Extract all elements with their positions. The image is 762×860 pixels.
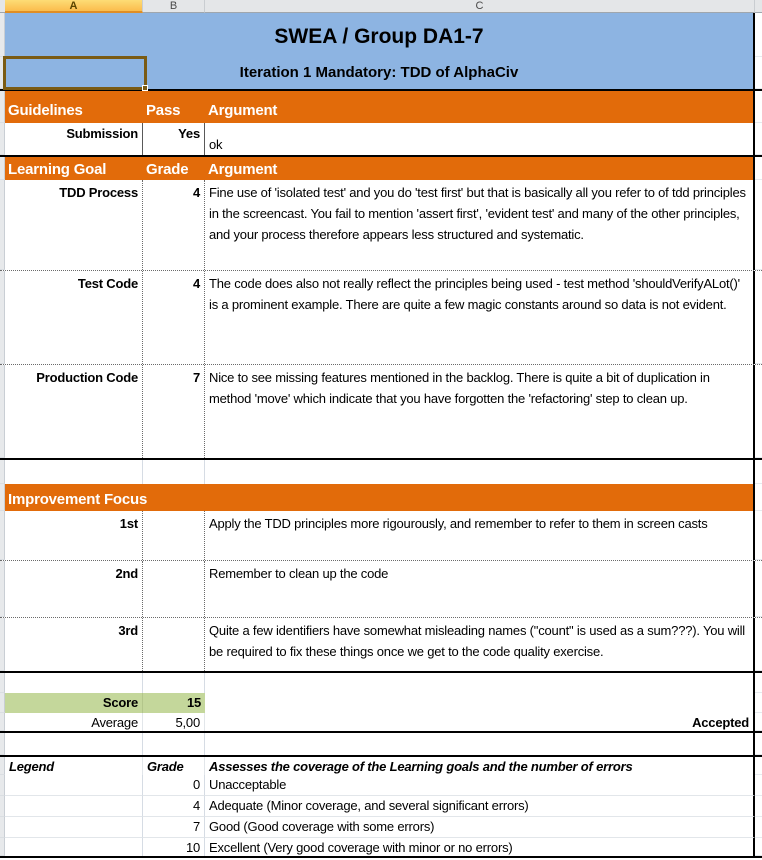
cell-submission-label[interactable]: Submission — [5, 123, 143, 155]
cell-tdd-process-label[interactable]: TDD Process — [5, 180, 143, 270]
status-accepted[interactable]: Accepted — [205, 713, 755, 731]
cell-1st-grade[interactable] — [143, 511, 205, 560]
legend-description-header[interactable]: Assesses the coverage of the Learning goals and the number of errors — [205, 757, 755, 775]
score-value[interactable]: 15 — [143, 693, 205, 713]
table-row-improvement-2nd — [0, 561, 762, 618]
cell-production-code-argument[interactable]: Nice to see missing features mentioned in the backlog. There is quite a bit of duplication in method 'move' which indicate that you have forgotten the 'refactoring' step to clean up. — [205, 365, 755, 458]
guidelines-header[interactable]: Guidelines — [5, 91, 143, 123]
guidelines-argument-header[interactable]: Argument — [205, 91, 755, 123]
legend-grade-10[interactable]: 10 — [143, 838, 205, 856]
average-value[interactable]: 5,00 — [143, 713, 205, 731]
table-row-improvement-1st — [0, 511, 762, 561]
legend-header-row — [0, 755, 762, 775]
average-label[interactable]: Average — [5, 713, 143, 731]
column-header-row — [0, 0, 762, 13]
legend-row-0 — [0, 775, 762, 796]
legend-row-10 — [0, 838, 762, 858]
cell-test-code-argument[interactable]: The code does also not really reflect the principles being used - test method 'shouldVerifyALot()' is a prominent example. There are quite a few magic constants around so data is not evident. — [205, 271, 755, 364]
learning-goal-header[interactable]: Learning Goal — [5, 157, 143, 180]
submission-row — [0, 123, 762, 157]
cell-3rd-label[interactable]: 3rd — [5, 618, 143, 671]
improvement-focus-header[interactable]: Improvement Focus — [5, 484, 755, 511]
grade-header[interactable]: Grade — [143, 157, 205, 180]
learning-argument-header[interactable]: Argument — [205, 157, 755, 180]
banner-title-row — [0, 13, 762, 57]
legend-desc-7[interactable]: Good (Good coverage with some errors) — [205, 817, 755, 838]
cell-2nd-text[interactable]: Remember to clean up the code — [205, 561, 755, 617]
learning-goal-header-row — [0, 157, 762, 180]
sheet-title[interactable]: SWEA / Group DA1-7 — [5, 13, 755, 57]
table-row-test-code — [0, 271, 762, 365]
table-row-tdd-process — [0, 180, 762, 271]
pass-header[interactable]: Pass — [143, 91, 205, 123]
legend-row-7 — [0, 817, 762, 838]
column-header-a[interactable]: A — [5, 0, 143, 13]
legend-header[interactable]: Legend — [5, 757, 143, 775]
guidelines-header-row — [0, 89, 762, 123]
cell-tdd-process-argument[interactable]: Fine use of 'isolated test' and you do 'test first' but that is basically all you refer to of tdd principles in the screencast. You fail to mention 'assert first', 'evident test' and many of the other principles, and your process therefore appears less structured and systematic. — [205, 180, 755, 270]
column-header-c[interactable]: C — [205, 0, 755, 13]
spacer-row — [0, 673, 762, 693]
cell-3rd-text[interactable]: Quite a few identifiers have somewhat misleading names ("count" is used as a sum???). You will be required to fix these things once we get to the code quality exercise. — [205, 618, 755, 671]
cell-submission-pass[interactable]: Yes — [143, 123, 205, 155]
legend-desc-0[interactable]: Unacceptable — [205, 775, 755, 796]
column-header-b[interactable]: B — [143, 0, 205, 13]
cell-test-code-label[interactable]: Test Code — [5, 271, 143, 364]
sheet-subtitle[interactable]: Iteration 1 Mandatory: TDD of AlphaCiv — [5, 57, 755, 89]
cell-3rd-grade[interactable] — [143, 618, 205, 671]
table-row-production-code — [0, 365, 762, 460]
average-row — [0, 713, 762, 733]
cell-test-code-grade[interactable]: 4 — [143, 271, 205, 364]
banner-subtitle-row — [0, 57, 762, 89]
legend-grade-0[interactable]: 0 — [143, 775, 205, 796]
cell-2nd-grade[interactable] — [143, 561, 205, 617]
legend-desc-4[interactable]: Adequate (Minor coverage, and several significant errors) — [205, 796, 755, 817]
cell-2nd-label[interactable]: 2nd — [5, 561, 143, 617]
cell-1st-text[interactable]: Apply the TDD principles more rigourously, and remember to refer to them in screen casts — [205, 511, 755, 560]
legend-grade-4[interactable]: 4 — [143, 796, 205, 817]
table-row-improvement-3rd — [0, 618, 762, 673]
legend-desc-10[interactable]: Excellent (Very good coverage with minor or no errors) — [205, 838, 755, 856]
cell-production-code-label[interactable]: Production Code — [5, 365, 143, 458]
column-header-sliver — [755, 0, 762, 13]
legend-grade-7[interactable]: 7 — [143, 817, 205, 838]
legend-row-4 — [0, 796, 762, 817]
cell-production-code-grade[interactable]: 7 — [143, 365, 205, 458]
spacer-row — [0, 733, 762, 755]
spacer-row — [0, 460, 762, 484]
score-row — [0, 693, 762, 713]
cell-1st-label[interactable]: 1st — [5, 511, 143, 560]
score-label[interactable]: Score — [5, 693, 143, 713]
cell-submission-argument[interactable]: ok — [205, 123, 755, 155]
improvement-focus-header-row — [0, 484, 762, 511]
legend-grade-header[interactable]: Grade — [143, 757, 205, 775]
cell-tdd-process-grade[interactable]: 4 — [143, 180, 205, 270]
